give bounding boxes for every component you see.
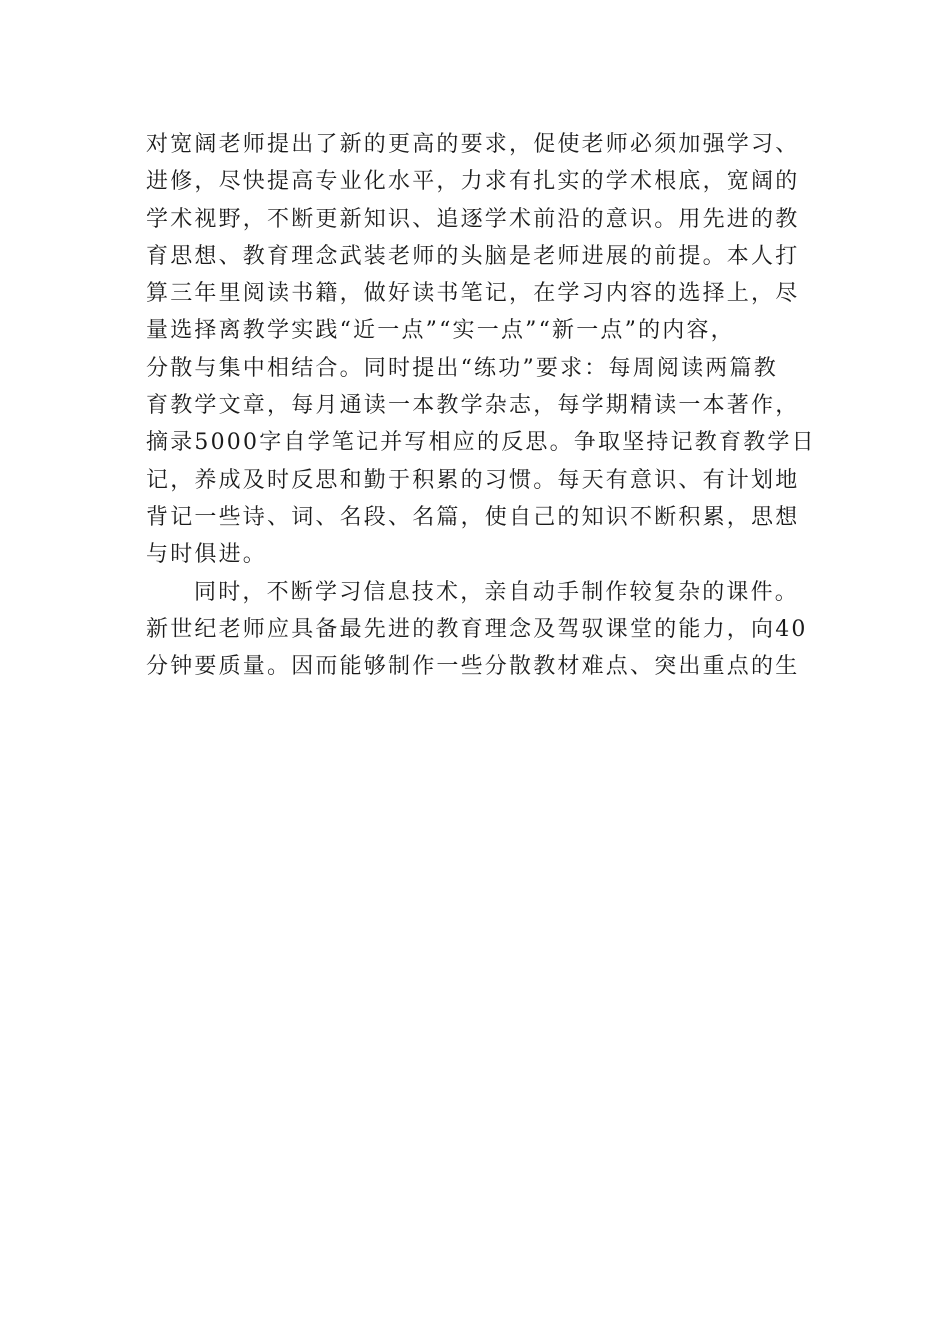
text-line-content: 进修，尽快提高专业化水平，力求有扎实的学术根底，宽阔的 — [146, 169, 800, 195]
text-line-content: 背记一些诗、词、名段、名篇，使自己的知识不断积累，思想 — [146, 504, 800, 530]
text-line — [146, 611, 806, 648]
text-line — [146, 387, 806, 424]
text-line-content: 育思想、教育理念武装老师的头脑是老师进展的前提。本人打 — [146, 243, 800, 269]
paragraph-start-line — [146, 574, 806, 611]
text-line — [146, 312, 806, 349]
text-line — [146, 201, 806, 238]
text-line-content: 对宽阔老师提出了新的更高的要求，促使老师必须加强学习、 — [146, 132, 800, 157]
text-line — [146, 648, 806, 685]
text-line — [146, 163, 806, 200]
text-line-content: 新世纪老师应具备最先进的教育理念及驾驭课堂的能力，向40 — [146, 616, 808, 642]
text-line-content: 学术视野，不断更新知识、追逐学术前沿的意识。用先进的教 — [146, 206, 800, 232]
text-line — [146, 238, 806, 275]
text-line-content: 育教学文章，每月通读一本教学杂志，每学期精读一本著作， — [146, 393, 800, 419]
text-line-content: 算三年里阅读书籍，做好读书笔记，在学习内容的选择上，尽 — [146, 281, 800, 307]
text-line-content: 与时俱进。 — [146, 542, 268, 568]
text-line — [146, 499, 806, 536]
text-line-content: 量选择离教学实践“近一点”“实一点”“新一点”的内容， — [146, 318, 735, 344]
text-line-content: 摘录5000字自学笔记并写相应的反思。争取坚持记教育教学日 — [146, 430, 816, 456]
text-line-content: 分钟要质量。因而能够制作一些分散教材难点、突出重点的生 — [146, 654, 800, 680]
text-line — [146, 536, 806, 573]
text-line — [146, 275, 806, 312]
text-line-content: 记，养成及时反思和勤于积累的习惯。每天有意识、有计划地 — [146, 467, 800, 493]
text-line — [146, 126, 806, 163]
text-line — [146, 462, 806, 499]
text-line — [146, 350, 806, 387]
text-line-content: 同时，不断学习信息技术，亲自动手制作较复杂的课件。 — [194, 579, 800, 605]
body-text — [146, 126, 816, 685]
text-line-content: 分散与集中相结合。同时提出“练功”要求：每周阅读两篇教 — [146, 355, 778, 381]
text-line — [146, 424, 816, 461]
